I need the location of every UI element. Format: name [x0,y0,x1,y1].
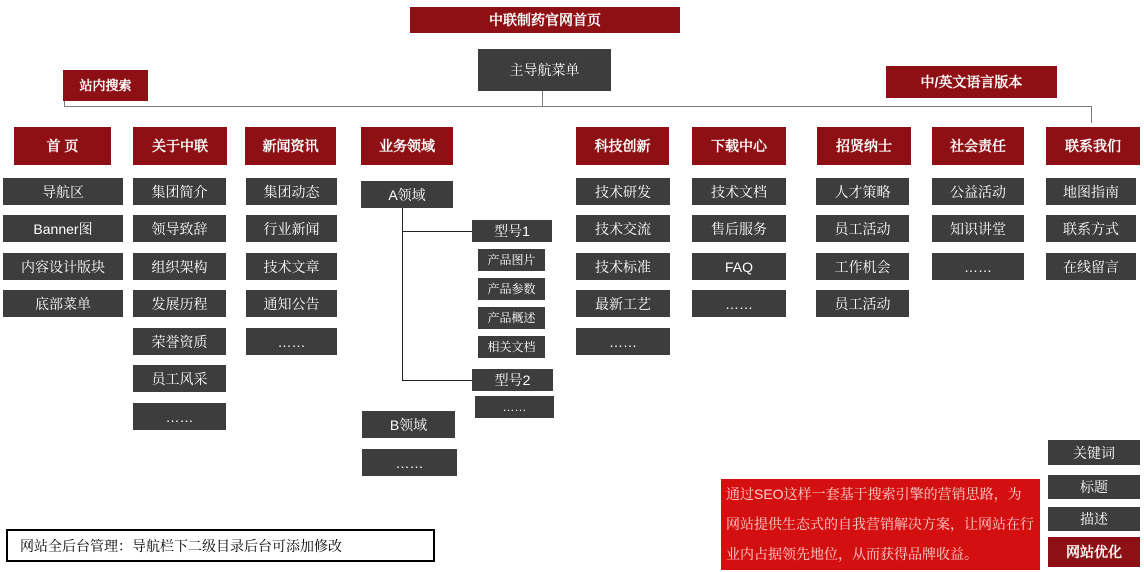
nav-business: 业务领域 [361,127,453,165]
sub-item: 产品参数 [478,278,545,300]
sub-item: 产品图片 [478,249,545,271]
sub-item: 工作机会 [816,253,909,280]
nav-download: 下载中心 [692,127,786,165]
sub-item: 在线留言 [1046,253,1136,280]
sub-item: FAQ [692,253,786,280]
sub-item: …… [475,396,554,418]
connector-right-stub [1091,106,1092,123]
model1-box: 型号1 [472,220,552,242]
nav-contact: 联系我们 [1046,127,1140,165]
seo-optimize-box: 网站优化 [1048,537,1140,567]
sub-item: 地图指南 [1046,178,1136,205]
sub-item: 员工风采 [133,365,226,392]
seo-title-box: 标题 [1048,475,1140,499]
nav-home: 首 页 [14,127,111,165]
nav-recruit: 招贤纳士 [817,127,911,165]
sub-item: 集团动态 [246,178,337,205]
connector-search-stub [64,101,65,106]
nav-csr: 社会责任 [932,127,1024,165]
sub-item: 产品概述 [478,307,545,329]
sub-item: …… [133,403,226,430]
business-tree-branch2 [402,380,472,381]
main-menu-box: 主导航菜单 [478,49,611,91]
sub-item: 组织架构 [133,253,226,280]
sub-item: 相关文档 [478,336,545,358]
seo-keywords-box: 关键词 [1048,440,1140,465]
admin-note-box: 网站全后台管理：导航栏下二级目录后台可添加修改 [6,529,435,562]
sub-item: 行业新闻 [246,215,337,242]
sub-item: 技术标准 [576,253,670,280]
sub-item: …… [362,449,457,476]
sub-item: 知识讲堂 [932,215,1024,242]
sub-item: 员工活动 [816,215,909,242]
nav-about: 关于中联 [133,127,227,165]
sub-item: 技术研发 [576,178,670,205]
nav-news: 新闻资讯 [245,127,336,165]
seo-note-box: 通过SEO这样一套基于搜索引擎的营销思路，为网站提供生态式的自我营销解决方案，让网站在行业内占据领先地位，从而获得品牌收益。 [721,479,1040,570]
sub-item: …… [692,290,786,317]
business-tree-branch1 [402,231,472,232]
sub-item: Banner图 [3,215,123,242]
sub-item: 内容设计版块 [3,253,123,280]
sub-item: 公益活动 [932,178,1024,205]
sub-item: 技术交流 [576,215,670,242]
sub-item: 技术文档 [692,178,786,205]
sub-item: 员工活动 [816,290,909,317]
sub-item: 荣誉资质 [133,328,226,355]
sub-item: 人才策略 [816,178,909,205]
sub-item: …… [246,328,337,355]
sub-item: …… [932,253,1024,280]
sub-item: 技术文章 [246,253,337,280]
connector-horizontal-line [64,106,1091,107]
sub-item: 售后服务 [692,215,786,242]
sub-item: 底部菜单 [3,290,123,317]
sub-item: 最新工艺 [576,290,670,317]
sub-item: 领导致辞 [133,215,226,242]
site-title-box: 中联制药官网首页 [410,7,680,33]
business-area-a: A领域 [361,181,453,208]
seo-description-box: 描述 [1048,507,1140,531]
sub-item: 联系方式 [1046,215,1136,242]
nav-tech: 科技创新 [576,127,669,165]
business-area-b: B领域 [362,411,455,438]
sub-item: 通知公告 [246,290,337,317]
sub-item: 发展历程 [133,290,226,317]
model2-box: 型号2 [472,369,553,391]
sub-item: …… [576,328,670,355]
business-tree-vline [402,208,403,380]
site-search-box: 站内搜索 [63,70,148,101]
language-version-box: 中/英文语言版本 [886,66,1057,98]
connector-menu-stub [542,91,543,106]
sub-item: 集团简介 [133,178,226,205]
sub-item: 导航区 [3,178,123,205]
